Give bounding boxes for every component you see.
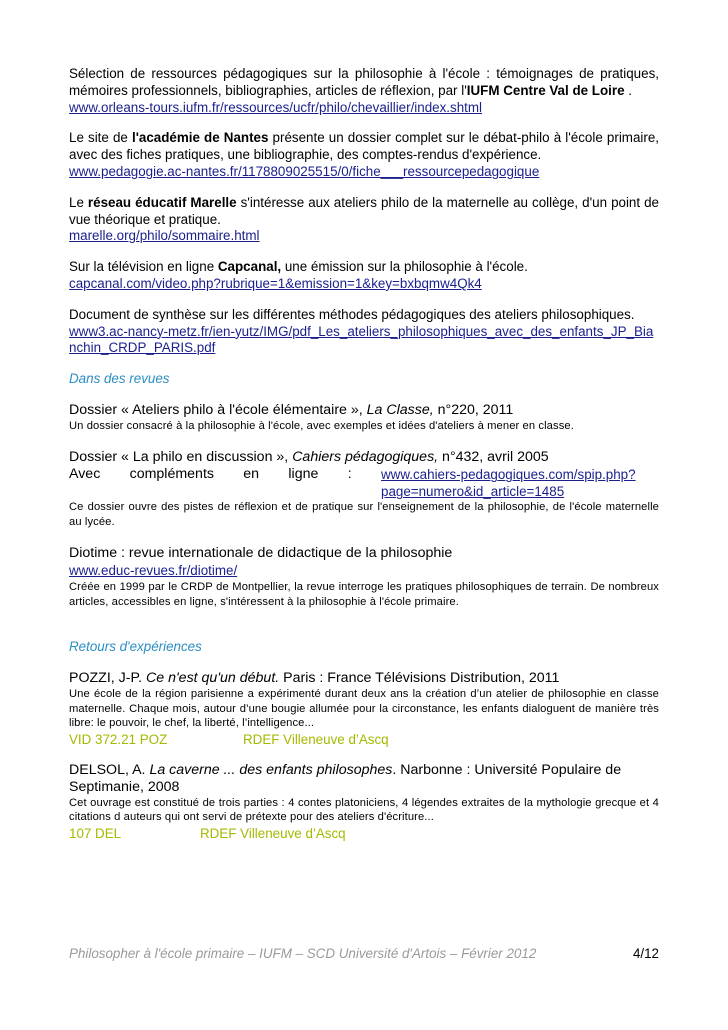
resource-orleans-tours — [69, 66, 659, 116]
text: Paris : France Télévisions Distribution, 2011 — [279, 670, 560, 687]
italic-text: Cahiers pédagogiques, — [292, 449, 439, 466]
text: Le — [69, 194, 88, 210]
text: une émission sur la philosophie à l'école. — [281, 259, 528, 275]
resource-capcanal — [69, 259, 659, 293]
bold-text: IUFM Centre Val de Loire — [466, 82, 625, 98]
diotime-link[interactable]: www.educ-revues.fr/diotime/ — [69, 563, 238, 579]
section-heading-revues: Dans des revues — [69, 371, 170, 387]
text: Sur la télévision en ligne — [69, 259, 218, 275]
nantes-link[interactable]: www.pedagogie.ac-nantes.fr/1178809025515/0/fiche___ressourcepedagogique — [69, 163, 540, 179]
text: Le site de — [69, 130, 132, 146]
text: DELSOL, A. — [69, 761, 150, 778]
revue-diotime-desc: Créée en 1999 par le CRDP de Montpellier, la revue interroge les pratiques philosophiques de terrain. De nombreux articles, accessibles en ligne, s'intéressent à la philosophie à l'école primaire. — [69, 581, 659, 608]
page-number: 4/12 — [632, 946, 659, 961]
text: n°220, 2011 — [433, 401, 514, 418]
cahiers-link[interactable] — [381, 466, 659, 500]
revue-diotime-title: Diotime : revue internationale de didactique de la philosophie — [69, 545, 453, 562]
footer-text: Philosopher à l'école primaire – IUFM – SCD Université d'Artois – Février 2012 — [69, 946, 537, 961]
text: POZZI, J-P. — [69, 670, 146, 687]
text: : — [347, 466, 352, 483]
text: compléments — [129, 466, 214, 483]
text: Dossier « La philo en discussion », — [69, 449, 293, 466]
resource-nantes — [69, 130, 659, 180]
italic-text: La caverne ... des enfants philosophes — [149, 761, 393, 778]
library-location: RDEF Villeneuve d’Ascq — [200, 825, 346, 841]
text: ligne — [288, 466, 319, 483]
link-text: www.cahiers-pedagogiques.com/spip.php?page=numero&id_article=1485 — [381, 467, 636, 500]
resource-synthese — [69, 307, 659, 357]
italic-text: Ce n'est qu'un début. — [146, 670, 280, 687]
text: présente un dossier complet sur le débat-philo à l'école primaire, avec des fiches pratiques, une bibliographie, des comptes-rendus d'expérience. — [69, 130, 659, 163]
italic-text: La Classe, — [366, 401, 434, 418]
document-body — [69, 66, 659, 842]
retour-pozzi-desc: Une école de la région parisienne a expérimenté durant deux ans la création d’un atelier de philosophie en classe maternelle. Chaque mois, autour d’une bougie allumée pour la circonstance, les enfants dialoguent de manière très libre: le pouvoir, le chef, la liberté, l’intelligence... — [69, 688, 659, 730]
retour-delsol-title — [69, 762, 659, 796]
orleans-tours-link[interactable]: www.orleans-tours.iufm.fr/ressources/ucfr/philo/chevaillier/index.shtml — [69, 99, 483, 115]
text: . — [624, 82, 632, 98]
revue-la-classe-title — [69, 402, 659, 419]
call-number: VID 372.21 POZ — [69, 731, 168, 747]
text: Dossier « Ateliers philo à l'école élémentaire », — [69, 401, 367, 418]
nancy-metz-link[interactable]: www3.ac-nancy-metz.fr/ien-yutz/IMG/pdf_Les_ateliers_philosophiques_avec_des_enfants_JP_Bianchin_CRDP_PARIS.pdf — [69, 323, 654, 356]
text: Sélection de ressources pédagogiques sur la philosophie à l'école : témoignages de pratiques, mémoires professionnels, bibliographies, articles de réflexion, par l' — [69, 66, 659, 98]
text: Avec — [69, 466, 101, 483]
section-heading-retours: Retours d'expériences — [69, 639, 202, 655]
retour-delsol-desc: Cet ouvrage est constitué de trois parties : 4 contes platoniciens, 4 légendes extraites de la mythologie grecque et 4 citations d auteurs qui ont servi de prétexte pour des ateliers d'écriture... — [69, 796, 659, 824]
revue-cahiers-title — [69, 449, 659, 466]
text: s'intéresse aux ateliers philo de la maternelle au collège, d'un point de vue théorique et pratique. — [69, 194, 659, 227]
spacer — [69, 609, 659, 639]
call-number: 107 DEL — [69, 825, 122, 841]
capcanal-link[interactable]: capcanal.com/video.php?rubrique=1&emission=1&key=bxbqmw4Qk4 — [69, 275, 482, 291]
bold-text: réseau éducatif Marelle — [87, 194, 237, 210]
text: n°432, avril 2005 — [438, 449, 549, 466]
retour-pozzi-title — [69, 670, 659, 687]
marelle-link[interactable]: marelle.org/philo/sommaire.html — [69, 228, 260, 244]
revue-cahiers-desc: Ce dossier ouvre des pistes de réflexion et de pratique sur l'enseignement de la philosophie, de l'école maternelle au lycée. — [69, 501, 659, 528]
text: Document de synthèse sur les différentes méthodes pédagogiques des ateliers philosophiques. — [69, 306, 635, 322]
resource-marelle — [69, 195, 659, 245]
retour-pozzi-location — [69, 731, 659, 748]
revue-la-classe-desc: Un dossier consacré à la philosophie à l'école, avec exemples et idées d'ateliers à mener en classe. — [69, 419, 574, 432]
bold-text: Capcanal, — [217, 259, 282, 275]
text: . Narbonne : Université Populaire de Septimanie, 2008 — [69, 761, 622, 795]
text: en — [243, 466, 260, 483]
retour-delsol-location — [69, 825, 659, 842]
library-location: RDEF Villeneuve d’Ascq — [243, 731, 389, 747]
bold-text: l'académie de Nantes — [131, 130, 269, 146]
page-footer — [69, 946, 659, 961]
